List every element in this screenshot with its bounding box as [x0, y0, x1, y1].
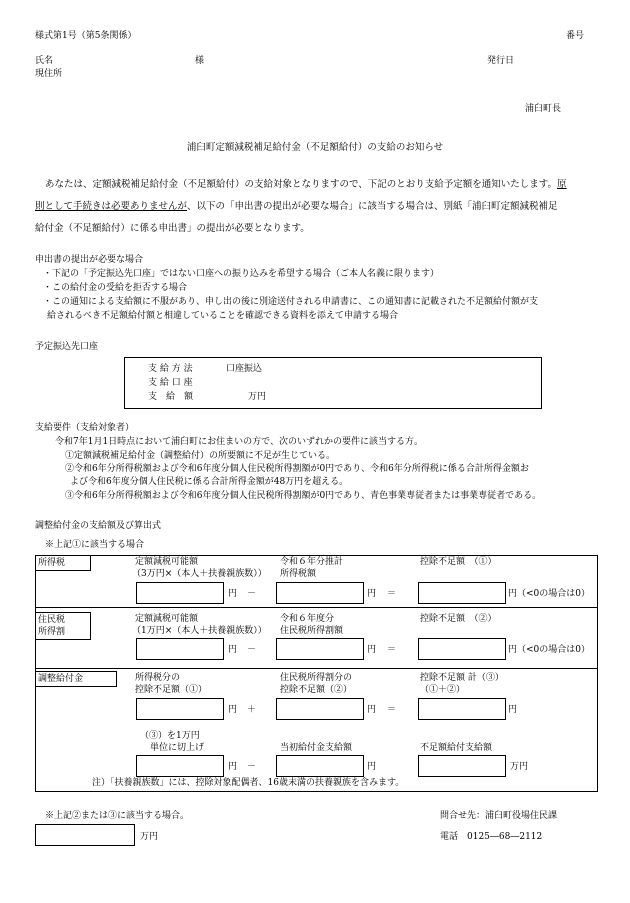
contact-label: 問合せ先：浦臼町役場住民課: [440, 811, 558, 821]
income-tax-col1-sublabel: （3万円×（本人＋扶養親族数））: [132, 569, 267, 579]
requirements-lead: 令和7年1月1日時点において浦臼町にお住まいの方で、次のいずれかの要件に該当する方。: [55, 437, 424, 447]
intro-paragraph: [35, 174, 595, 240]
yen-unit: 円: [367, 645, 377, 655]
minus-sign: －: [247, 762, 257, 772]
intro-line1: あなたは、定額減税補足給付金（不足額給付）の支給対象となりますので、下記のとおり支給予定額を通知いたします。: [45, 179, 558, 190]
roundup-sublabel: 単位に切上げ: [150, 743, 205, 753]
income-tax-col2-sublabel: 所得税額: [280, 569, 317, 579]
resident-tax-amount-input[interactable]: [276, 638, 364, 660]
resident-tax-col2-label: 令和６年度分: [280, 614, 335, 624]
income-tax-col3-label: 控除不足額 （①）: [420, 557, 497, 567]
adjust-col3-label: 控除不足額 計（③）: [420, 673, 504, 683]
requirement-item: よび令和6年度分個人住民税に係る合計所得金額が48万円を超える。: [70, 477, 349, 487]
adjust-col2-sublabel: 控除不足額（②）: [280, 685, 353, 695]
case1-label: ※上記①に該当する場合: [45, 540, 145, 550]
application-heading: 申出書の提出が必要な場合: [35, 255, 144, 265]
application-item: ・この通知による支給額に不服があり、申し出の後に別途送付される申請書に、この通知書に記載された不足額給付額が支: [43, 297, 539, 307]
account-label: 支 給 口 座: [148, 378, 193, 388]
name-label: 氏名: [35, 56, 54, 66]
initial-payment-input[interactable]: [276, 755, 364, 777]
application-item: ・下記の「予定振込先口座」ではない口座への振り込みを希望する場合（ご本人名義に限ります）: [43, 269, 440, 279]
resident-tax-deduction-input[interactable]: [136, 638, 224, 660]
mayor-label: 浦臼町長: [525, 104, 562, 114]
yen-unit: 円: [367, 762, 377, 772]
case2-amount-input[interactable]: [35, 824, 135, 846]
income-tax-col2-label: 令和６年分推計: [280, 557, 344, 567]
equals-sign: ＝: [387, 705, 397, 715]
income-tax-estimate-input[interactable]: [276, 582, 364, 604]
yen-unit: 円: [228, 762, 238, 772]
roundup-label: （③）を1万円: [140, 731, 200, 741]
adjust-col3-sublabel: （①＋②）: [420, 685, 466, 695]
contact-phone: 電話 0125―68―2112: [440, 832, 543, 842]
resident-tax-shortfall-input[interactable]: [418, 638, 506, 660]
intro-line3: 給付金（不足額給付）に係る申出書」の提出が必要となります。: [35, 223, 310, 234]
yen-unit: 円: [508, 705, 518, 715]
yen-unit: 円: [228, 705, 238, 715]
method-label: 支 給 方 法: [148, 364, 193, 374]
requirement-item: ②令和6年分所得税額および令和6年度分個人住民税所得割額が0円であり、令和6年分所得税に係る合計所得金額お: [65, 464, 529, 474]
adjust-col2-label: 住民税所得割分の: [280, 673, 353, 683]
requirements-heading: 支給要件（支給対象者）: [35, 423, 135, 433]
zero-note: 円（<0の場合は0）: [508, 645, 590, 655]
equals-sign: ＝: [387, 645, 397, 655]
case2-label: ※上記②または③に該当する場合。: [45, 811, 190, 821]
case2-unit: 万円: [140, 832, 159, 842]
intro-line1-underline: 原: [557, 179, 567, 190]
amount-label: 支 給 額: [148, 392, 194, 402]
adjust-resident-shortfall-input[interactable]: [276, 698, 364, 720]
yen-unit: 円: [367, 589, 377, 599]
requirement-item: ③令和6年分所得税額および令和6年度分個人住民税所得割額が0円であり、青色事業専従者または事業専従者である。: [65, 491, 542, 501]
initial-payment-label: 当初給付金支給額: [280, 743, 353, 753]
account-heading: 予定振込先口座: [35, 342, 99, 352]
income-tax-label: 所得税: [38, 558, 66, 568]
amount-unit: 万円: [248, 392, 267, 402]
document-title: 浦臼町定額減税補足給付金（不足額給付）の支給のお知らせ: [186, 142, 444, 153]
method-value: 口座振込: [226, 364, 263, 374]
adjust-total-shortfall-input[interactable]: [418, 698, 506, 720]
roundup-input[interactable]: [136, 755, 224, 777]
resident-tax-col1-sublabel: （1万円×（本人＋扶養親族数））: [132, 626, 267, 636]
resident-tax-col3-label: 控除不足額 （②）: [420, 614, 497, 624]
resident-tax-col1-label: 定額減税可能額: [135, 614, 199, 624]
address-label: 現住所: [35, 69, 63, 79]
resident-tax-sublabel: 所得割: [38, 627, 66, 637]
plus-sign: ＋: [247, 705, 257, 715]
row-divider: [35, 607, 598, 608]
row-divider: [35, 668, 598, 669]
income-tax-col1-label: 定額減税可能額: [135, 557, 199, 567]
requirement-item: ①定額減税補足給付金（調整給付）の所要額に不足が生じている。: [65, 451, 336, 461]
resident-tax-label: 住民税: [38, 615, 66, 625]
dependents-note: 注）「扶養親族数」には、控除対象配偶者、16歳未満の扶養親族を含みます。: [92, 778, 405, 788]
resident-tax-col2-sublabel: 住民税所得割額: [280, 626, 344, 636]
man-yen-unit: 万円: [510, 762, 529, 772]
yen-unit: 円: [228, 589, 238, 599]
intro-line2-underline: 則として手続きは必要ありませんが: [35, 201, 188, 212]
equals-sign: ＝: [387, 589, 397, 599]
adjust-col1-label: 所得税分の: [135, 673, 181, 683]
application-item: ・この給付金の受給を拒否する場合: [43, 283, 188, 293]
yen-unit: 円: [228, 645, 238, 655]
yen-unit: 円: [367, 705, 377, 715]
intro-line2: 、以下の「申出書の提出が必要な場合」に該当する場合は、別紙「浦臼町定額減税補足: [187, 201, 558, 212]
calc-heading: 調整給付金の支給額及び算出式: [35, 521, 162, 531]
shortfall-payment-input[interactable]: [418, 755, 506, 777]
minus-sign: －: [247, 645, 257, 655]
minus-sign: －: [247, 589, 257, 599]
issue-date-label: 発行日: [487, 56, 515, 66]
shortfall-payment-label: 不足額給付支給額: [420, 743, 493, 753]
number-label: 番号: [566, 31, 585, 41]
adjust-income-shortfall-input[interactable]: [136, 698, 224, 720]
adjust-col1-sublabel: 控除不足額（①）: [135, 685, 208, 695]
sama-label: 様: [195, 56, 205, 66]
application-item: 給されるべき不足額給付額と相違していることを確認できる資料を添えて申請する場合: [47, 311, 399, 321]
adjust-label: 調整給付金: [38, 674, 84, 684]
form-number: 様式第1号（第5条関係）: [35, 31, 137, 41]
income-tax-shortfall-input[interactable]: [418, 582, 506, 604]
zero-note: 円（<0の場合は0）: [508, 589, 590, 599]
income-tax-deduction-input[interactable]: [136, 582, 224, 604]
